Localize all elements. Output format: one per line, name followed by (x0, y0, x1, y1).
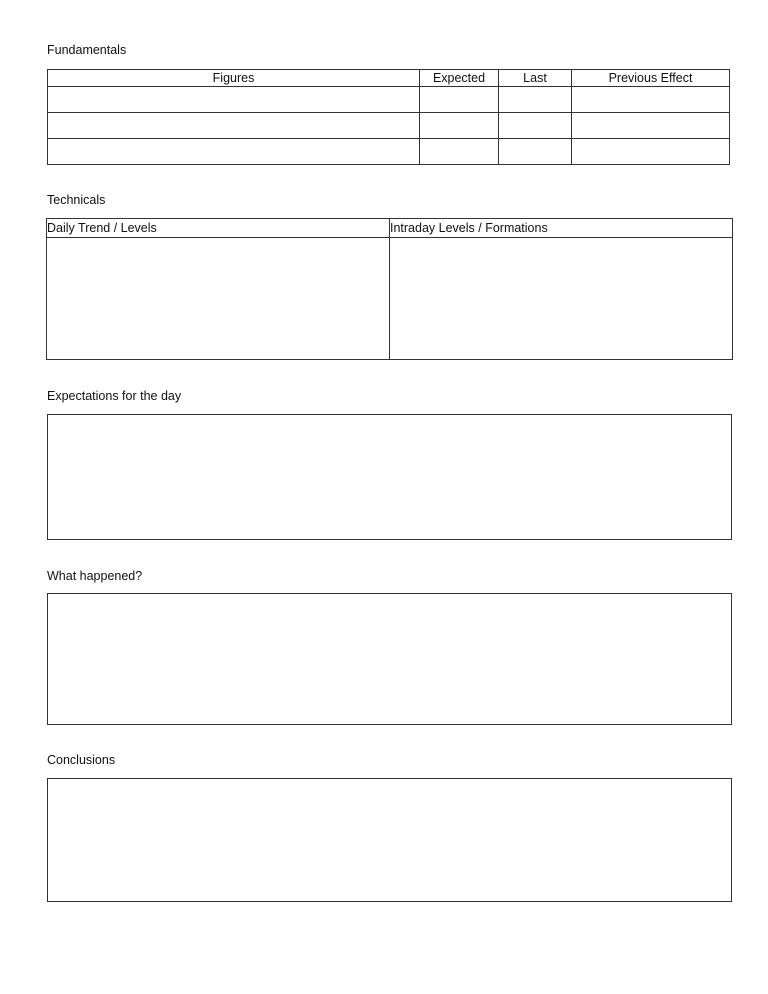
table-row (48, 113, 730, 139)
column-header-figures: Figures (48, 70, 420, 87)
last-cell[interactable] (499, 139, 572, 165)
previous-effect-cell[interactable] (572, 139, 730, 165)
figures-cell[interactable] (48, 139, 420, 165)
technicals-table (46, 218, 733, 360)
daily-trend-notes-cell[interactable] (47, 238, 390, 360)
intraday-levels-notes-cell[interactable] (390, 238, 733, 360)
previous-effect-cell[interactable] (572, 113, 730, 139)
technicals-header-row (47, 219, 733, 238)
expected-cell[interactable] (420, 113, 499, 139)
what-happened-heading: What happened? (47, 569, 143, 583)
column-header-previous-effect: Previous Effect (572, 70, 730, 87)
conclusions-notes-box[interactable] (47, 778, 732, 902)
expected-cell[interactable] (420, 139, 499, 165)
technicals-heading: Technicals (47, 193, 106, 207)
column-header-expected: Expected (420, 70, 499, 87)
figures-cell[interactable] (48, 87, 420, 113)
column-header-last: Last (499, 70, 572, 87)
previous-effect-cell[interactable] (572, 87, 730, 113)
table-row (47, 238, 733, 360)
fundamentals-header-row (48, 70, 730, 87)
last-cell[interactable] (499, 113, 572, 139)
fundamentals-table (47, 69, 730, 165)
expected-cell[interactable] (420, 87, 499, 113)
expectations-notes-box[interactable] (47, 414, 732, 540)
what-happened-notes-box[interactable] (47, 593, 732, 725)
column-header-daily-trend: Daily Trend / Levels (47, 219, 390, 238)
conclusions-heading: Conclusions (47, 753, 116, 767)
fundamentals-heading: Fundamentals (47, 43, 127, 57)
last-cell[interactable] (499, 87, 572, 113)
table-row (48, 139, 730, 165)
column-header-intraday-levels: Intraday Levels / Formations (390, 219, 733, 238)
figures-cell[interactable] (48, 113, 420, 139)
table-row (48, 87, 730, 113)
expectations-heading: Expectations for the day (47, 389, 182, 403)
